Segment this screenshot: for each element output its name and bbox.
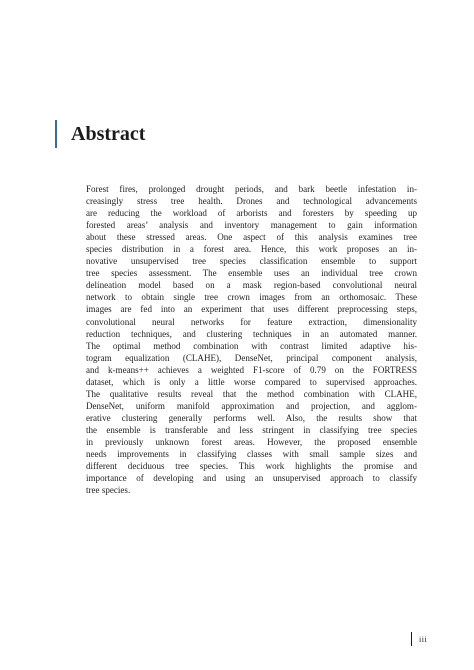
abstract-line: are reducing the workload of arborists and foresters by speeding up	[86, 208, 417, 219]
abstract-line: DenseNet, uniform manifold approximation and projection, and agglom-	[86, 400, 417, 411]
abstract-line: delineation model based on a mask region-based convolutional neural	[86, 280, 417, 291]
abstract-line: network to obtain single tree crown images from an orthomosaic. These	[86, 292, 417, 303]
abstract-line: importance of developing and using an unsupervised approach to classify	[86, 473, 417, 484]
section-heading-block	[55, 120, 145, 148]
abstract-line: the ensemble is transferable and less stringent in classifying tree species	[86, 424, 417, 435]
abstract-paragraph	[86, 183, 417, 496]
abstract-line: species distribution in a forest area. Hence, this work proposes an in-	[86, 244, 417, 255]
abstract-line: creasingly stress tree health. Drones and technological advancements	[86, 196, 417, 207]
abstract-line: erative clustering generally performs well. Also, the results show that	[86, 412, 417, 423]
page-number: iii	[419, 634, 428, 644]
footer-divider	[411, 632, 412, 646]
abstract-line: The optimal method combination with contrast limited adaptive his-	[86, 340, 417, 351]
abstract-line: The qualitative results reveal that the method combination with CLAHE,	[86, 388, 417, 399]
abstract-line: dataset, which is only a little worse compared to supervised approaches.	[86, 376, 417, 387]
abstract-line: different deciduous tree species. This work highlights the promise and	[86, 461, 417, 472]
abstract-line: about these stressed areas. One aspect of this analysis examines tree	[86, 232, 417, 243]
abstract-line: and k-means++ achieves a weighted F1-score of 0.79 on the FORTRESS	[86, 364, 417, 375]
abstract-line: convolutional neural networks for feature extraction, dimensionality	[86, 316, 417, 327]
page-footer	[411, 632, 427, 646]
abstract-line: tree species assessment. The ensemble uses an individual tree crown	[86, 268, 417, 279]
heading-accent-bar	[55, 120, 57, 148]
abstract-line: needs improvements in classifying classes with small sample sizes and	[86, 449, 417, 460]
page-title: Abstract	[71, 123, 146, 145]
abstract-line: tree species.	[86, 485, 131, 496]
abstract-line: reduction techniques, and clustering techniques in an automated manner.	[86, 328, 417, 339]
abstract-line: in previously unknown forest areas. However, the proposed ensemble	[86, 436, 417, 447]
abstract-line: forested areas’ analysis and inventory management to gain information	[86, 220, 417, 231]
abstract-line: novative unsupervised tree species classification ensemble to support	[86, 256, 417, 267]
abstract-line: Forest fires, prolonged drought periods, and bark beetle infestation in-	[86, 184, 417, 194]
abstract-line: images are fed into an experiment that uses different preprocessing steps,	[86, 304, 417, 315]
abstract-line: togram equalization (CLAHE), DenseNet, principal component analysis,	[86, 352, 417, 363]
